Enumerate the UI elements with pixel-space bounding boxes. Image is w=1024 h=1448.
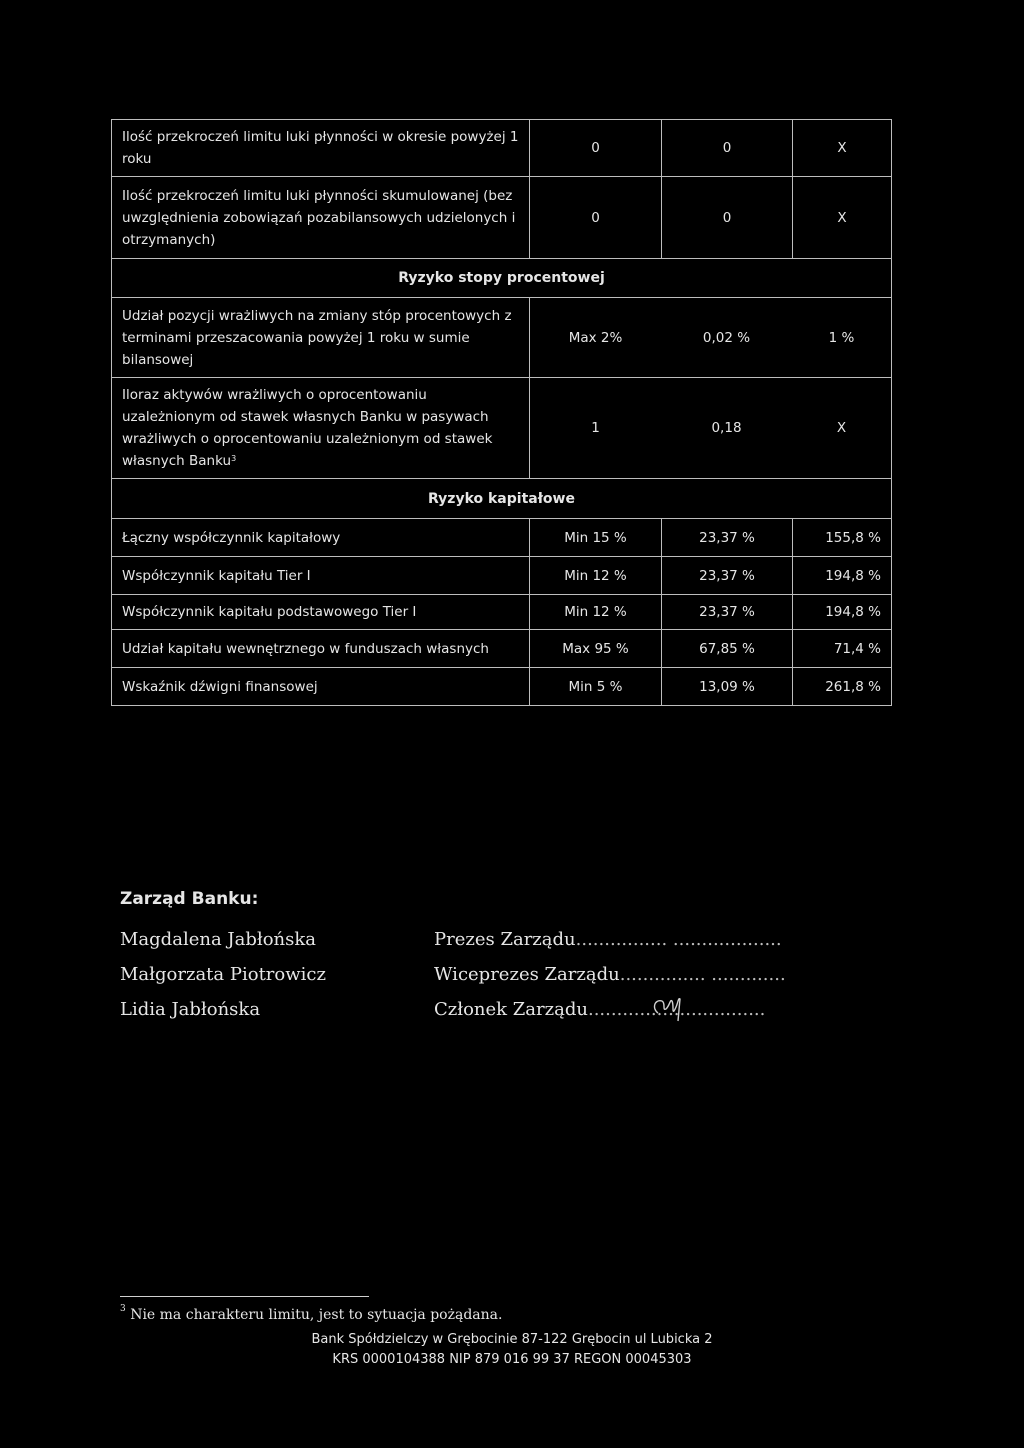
member-role xyxy=(434,999,765,1020)
section-title: Ryzyko stopy procentowej xyxy=(398,270,605,286)
signature-dots: ................ ................... xyxy=(575,929,782,950)
usage-cell: X xyxy=(792,120,891,176)
row-label: Współczynnik kapitału Tier I xyxy=(112,557,530,594)
handwritten-signature xyxy=(648,991,688,1025)
table-row xyxy=(112,595,891,630)
table-row xyxy=(112,630,891,668)
section-header-interest-rate xyxy=(112,259,891,298)
limit-cell: 0 xyxy=(591,140,600,156)
table-row xyxy=(112,378,891,479)
limit-cell: 1 xyxy=(591,420,600,436)
board-member-row xyxy=(120,999,820,1025)
signature-dots: ............................... xyxy=(587,999,766,1020)
value-cell: 23,37 % xyxy=(661,595,792,629)
value-cell: 67,85 % xyxy=(661,630,792,667)
table-row xyxy=(112,177,891,259)
table-row xyxy=(112,557,891,595)
limit-cell: 0 xyxy=(591,209,600,226)
footnote-number: 3 xyxy=(120,1304,126,1314)
row-label: Ilość przekroczeń limitu luki płynności skumulowanej (bez uwzględnienia zobowiązań pozabilansowych udzielonych i otrzymanych) xyxy=(112,177,530,258)
bank-registry: KRS 0000104388 NIP 879 016 99 37 REGON 00045303 xyxy=(332,1352,692,1367)
member-role xyxy=(434,929,782,950)
footnote-text: Nie ma charakteru limitu, jest to sytuacja pożądana. xyxy=(130,1307,503,1323)
limit-cell: Max 2% xyxy=(568,329,623,346)
row-label: Łączny współczynnik kapitałowy xyxy=(112,519,530,556)
row-label xyxy=(112,378,530,478)
row-label: Wskaźnik dźwigni finansowej xyxy=(112,668,530,705)
board-member-row xyxy=(120,929,820,955)
value-cell: 0,02 % xyxy=(702,329,751,346)
section-header-capital xyxy=(112,479,891,519)
bank-address: Bank Spółdzielczy w Grębocinie 87-122 Grębocin ul Lubicka 2 xyxy=(311,1332,713,1347)
row-label: Ilość przekroczeń limitu luki płynności w okresie powyżej 1 roku xyxy=(112,120,530,176)
table-row xyxy=(112,668,891,705)
limit-cell: Min 12 % xyxy=(564,567,627,584)
table-row xyxy=(112,519,891,557)
row-label: Udział pozycji wrażliwych na zmiany stóp procentowych z terminami przeszacowania powyżej 1 roku w sumie bilansowej xyxy=(112,298,530,377)
section-title: Ryzyko kapitałowe xyxy=(428,490,575,507)
usage-cell: 1 % xyxy=(828,329,855,346)
usage-cell: 71,4 % xyxy=(792,630,891,667)
row-label: Udział kapitału wewnętrznego w funduszach własnych xyxy=(112,630,530,667)
value-cell: 13,09 % xyxy=(661,668,792,705)
value-cell: 23,37 % xyxy=(661,519,792,556)
member-name: Magdalena Jabłońska xyxy=(120,929,317,950)
value-cell: 0 xyxy=(661,120,792,176)
member-role xyxy=(434,964,786,985)
limit-cell: Min 12 % xyxy=(564,604,627,620)
footnote-separator xyxy=(120,1296,369,1297)
member-role-text: Prezes Zarządu xyxy=(434,929,576,950)
limits-table xyxy=(111,119,892,706)
footnote xyxy=(120,1304,503,1323)
member-role-text: Wiceprezes Zarządu xyxy=(434,964,620,985)
usage-cell: 261,8 % xyxy=(792,668,891,705)
member-name: Małgorzata Piotrowicz xyxy=(120,964,326,985)
table-row xyxy=(112,120,891,177)
row-label-text: Iloraz aktywów wrażliwych o oprocentowaniu uzależnionym od stawek własnych Banku w pasywach wrażliwych o oprocentowaniu uzależnionym od stawek własnych Banku xyxy=(122,387,493,469)
board-title: Zarząd Banku: xyxy=(120,889,259,909)
limit-cell: Max 95 % xyxy=(562,640,629,657)
usage-cell: 194,8 % xyxy=(792,557,891,594)
member-role-text: Członek Zarządu xyxy=(434,999,588,1020)
table-row xyxy=(112,298,891,378)
row-label: Współczynnik kapitału podstawowego Tier I xyxy=(112,595,530,629)
value-cell: 23,37 % xyxy=(661,557,792,594)
signature-dots: ............... ............. xyxy=(619,964,786,985)
usage-cell: 155,8 % xyxy=(792,519,891,556)
usage-cell: X xyxy=(836,420,847,436)
member-name: Lidia Jabłońska xyxy=(120,999,261,1020)
usage-cell: 194,8 % xyxy=(792,595,891,629)
footnote-ref: 3 xyxy=(231,454,237,463)
board-member-row xyxy=(120,964,820,990)
value-cell: 0 xyxy=(661,177,792,258)
usage-cell: X xyxy=(792,177,891,258)
limit-cell: Min 5 % xyxy=(568,678,623,695)
limit-cell: Min 15 % xyxy=(564,529,627,546)
value-cell: 0,18 xyxy=(711,420,742,436)
